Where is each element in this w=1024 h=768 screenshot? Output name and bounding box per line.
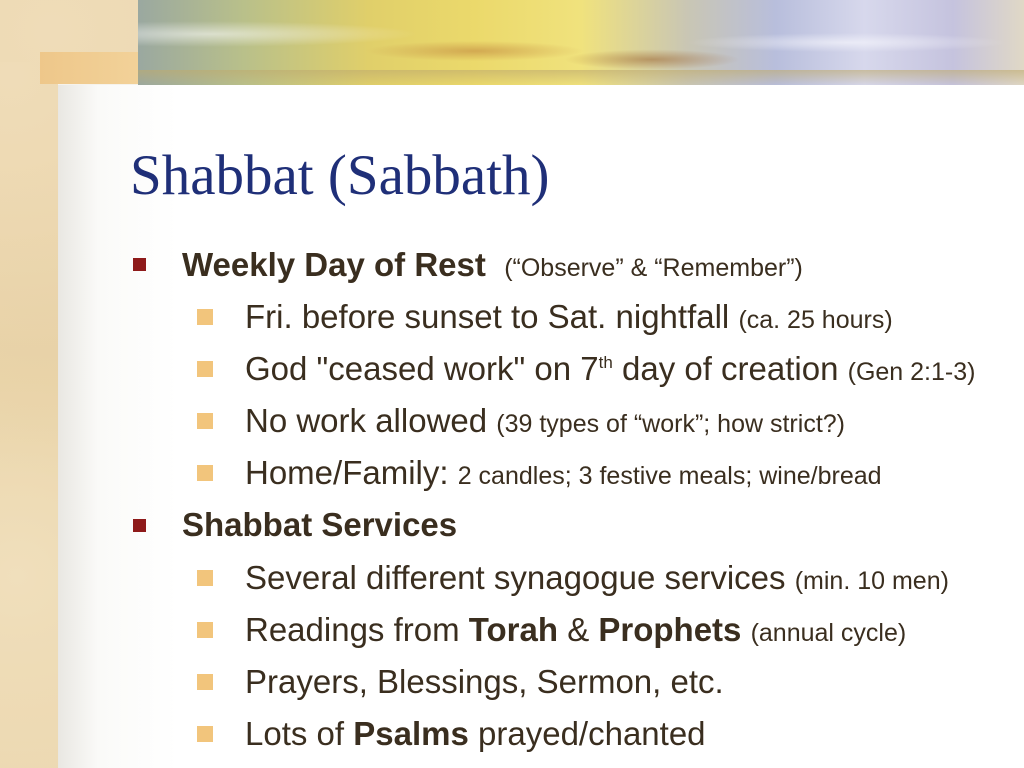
item-note: (min. 10 men) (794, 567, 949, 595)
item-note: (39 types of “work”; how strict?) (496, 410, 845, 438)
bullet-square-icon (197, 622, 213, 638)
item-text: Readings from (245, 611, 460, 648)
slide-title: Shabbat (Sabbath) (130, 144, 550, 207)
list-item (245, 561, 949, 594)
item-ampersand: & (567, 611, 590, 648)
heading-text: Weekly Day of Rest (182, 246, 486, 283)
heading-note: (“Observe” & “Remember”) (504, 254, 803, 282)
item-note: (annual cycle) (750, 619, 907, 647)
list-item (245, 665, 724, 698)
item-bold-psalms: Psalms (353, 715, 469, 752)
item-bold-torah: Torah (468, 611, 559, 648)
bullet-square-icon (197, 674, 213, 690)
item-text: Fri. before sunset to Sat. nightfall (245, 298, 730, 335)
item-text-cont: day of creation (621, 350, 839, 387)
item-note: (Gen 2:1-3) (847, 358, 976, 386)
section-heading-weekly-rest (182, 248, 803, 281)
section-heading-services (182, 508, 457, 541)
item-text: God "ceased work" on 7 (245, 350, 599, 387)
item-text: Prayers, Blessings, Sermon, etc. (245, 663, 724, 700)
list-item (245, 300, 893, 333)
item-text-post: prayed/chanted (478, 715, 706, 752)
item-bold-prophets: Prophets (598, 611, 742, 648)
item-note: 2 candles; 3 festive meals; wine/bread (457, 462, 882, 490)
heading-text: Shabbat Services (182, 506, 458, 543)
list-item (245, 717, 706, 750)
bullet-square-icon (197, 570, 213, 586)
list-item (245, 352, 975, 385)
list-item (245, 456, 882, 489)
item-text: No work allowed (245, 402, 488, 439)
bullet-square-icon (197, 361, 213, 377)
item-note: (ca. 25 hours) (738, 306, 893, 334)
item-superscript: th (598, 353, 613, 372)
bullet-square-icon (197, 309, 213, 325)
bullet-square-icon (197, 413, 213, 429)
item-text: Several different synagogue services (245, 559, 786, 596)
list-item (245, 613, 906, 646)
bullet-square-icon (197, 726, 213, 742)
bullet-square-icon (133, 519, 146, 532)
bullet-square-icon (197, 465, 213, 481)
bullet-square-icon (133, 258, 146, 271)
item-text: Lots of (245, 715, 345, 752)
item-text: Home/Family: (245, 454, 449, 491)
list-item (245, 404, 845, 437)
